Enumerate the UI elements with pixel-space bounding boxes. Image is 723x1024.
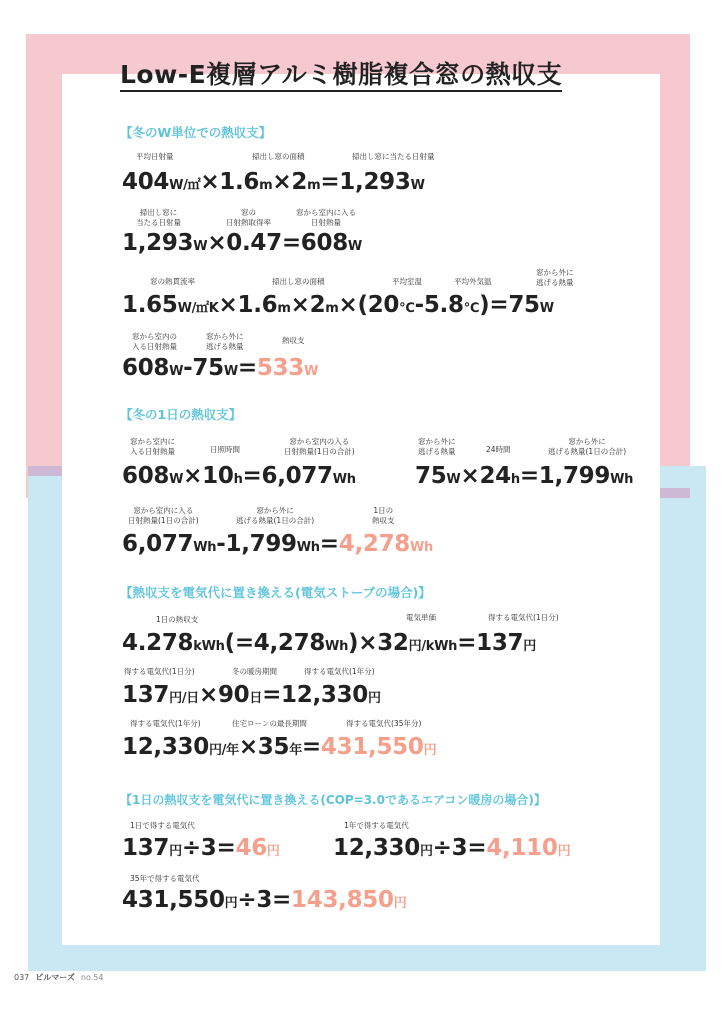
label: 得する電気代(1日分) bbox=[124, 667, 195, 676]
frame-overlap-left bbox=[28, 466, 62, 476]
label: 平均日射量 bbox=[136, 152, 174, 161]
label: 掃出し窓に当たる日射量 bbox=[352, 152, 435, 161]
label: 掃出し窓の面積 bbox=[272, 277, 325, 286]
equation: 6,077Wh-1,799Wh=4,278Wh bbox=[122, 531, 434, 557]
equation: 137円/日×90日=12,330円 bbox=[122, 682, 381, 708]
label: 日照時間 bbox=[210, 445, 240, 454]
equation: 1,293W×0.47=608W bbox=[122, 230, 362, 256]
equation: 608W-75W=533W bbox=[122, 355, 319, 381]
equation: 1.65W/㎡K×1.6m×2m×(20℃-5.8℃)=75W bbox=[122, 292, 554, 318]
label: 電気単価 bbox=[406, 613, 436, 622]
equation: 12,330円/年×35年=431,550円 bbox=[122, 734, 437, 760]
label: 窓の熱貫流率 bbox=[150, 277, 195, 286]
label: 得する電気代(1年分) bbox=[304, 667, 375, 676]
label: 住宅ローンの最長期間 bbox=[232, 719, 307, 728]
section-heading-1: 【冬のW単位での熱収支】 bbox=[120, 125, 272, 140]
label: 窓から室内の 入る日射熱量 bbox=[132, 332, 177, 351]
page-title: Low-E複層アルミ樹脂複合窓の熱収支 bbox=[120, 60, 562, 92]
label: 得する電気代(1年分) bbox=[130, 719, 201, 728]
equation: 4.278kWh(=4,278Wh)×32円/kWh=137円 bbox=[122, 630, 536, 656]
label: 窓から室内に入る 日射熱量 bbox=[296, 208, 356, 227]
label: 窓から外に 逃げる熱量 bbox=[418, 437, 456, 456]
section-heading-4: 【1日の熱収支を電気代に置き換える(COP=3.0であるエアコン暖房の場合)】 bbox=[120, 793, 546, 807]
label: 掃出し窓に 当たる日射量 bbox=[136, 208, 181, 227]
label: 平均室温 bbox=[392, 277, 422, 286]
label: 窓から外に 逃げる熱量(1日の合計) bbox=[236, 506, 315, 525]
equation: 431,550円÷3=143,850円 bbox=[122, 887, 407, 913]
label: 窓から外に 逃げる熱量 bbox=[206, 332, 244, 351]
frame-overlap bbox=[660, 488, 690, 498]
label: 窓の 日射熱取得率 bbox=[226, 208, 271, 227]
label: 冬の暖房期間 bbox=[232, 667, 277, 676]
label: 窓から外に 逃げる熱量(1日の合計) bbox=[548, 437, 627, 456]
label: 熱収支 bbox=[282, 336, 305, 345]
label: 得する電気代(1日分) bbox=[488, 613, 559, 622]
label: 1日で得する電気代 bbox=[130, 821, 195, 830]
equation: 12,330円÷3=4,110円 bbox=[333, 835, 571, 861]
page-footer bbox=[14, 972, 103, 983]
label: 掃出し窓の面積 bbox=[252, 152, 305, 161]
equation: 75W×24h=1,799Wh bbox=[415, 463, 634, 489]
label: 1日の 熱収支 bbox=[372, 506, 395, 525]
label: 平均外気温 bbox=[454, 277, 492, 286]
label: 窓から室内の入る 日射熱量(1日の合計) bbox=[284, 437, 355, 456]
equation: 608W×10h=6,077Wh bbox=[122, 463, 356, 489]
label: 窓から室内に 入る日射熱量 bbox=[130, 437, 175, 456]
label: 1年で得する電気代 bbox=[344, 821, 409, 830]
label: 窓から室内に入る 日射熱量(1日の合計) bbox=[128, 506, 199, 525]
label: 得する電気代(35年分) bbox=[346, 719, 422, 728]
equation: 137円÷3=46円 bbox=[122, 835, 280, 861]
label: 窓から外に 逃げる熱量 bbox=[536, 268, 574, 287]
label: 1日の熱収支 bbox=[156, 615, 199, 624]
section-heading-3: 【熱収支を電気代に置き換える(電気ストーブの場合)】 bbox=[120, 585, 431, 600]
issue-number: no.54 bbox=[80, 973, 104, 982]
section-heading-2: 【冬の1日の熱収支】 bbox=[120, 407, 242, 422]
equation: 404W/㎡×1.6m×2m=1,293W bbox=[122, 169, 425, 195]
label: 35年で得する電気代 bbox=[130, 874, 200, 883]
label: 24時間 bbox=[486, 445, 511, 454]
page-number: 037 bbox=[14, 973, 30, 982]
magazine-name: ビルマーズ bbox=[35, 973, 75, 982]
